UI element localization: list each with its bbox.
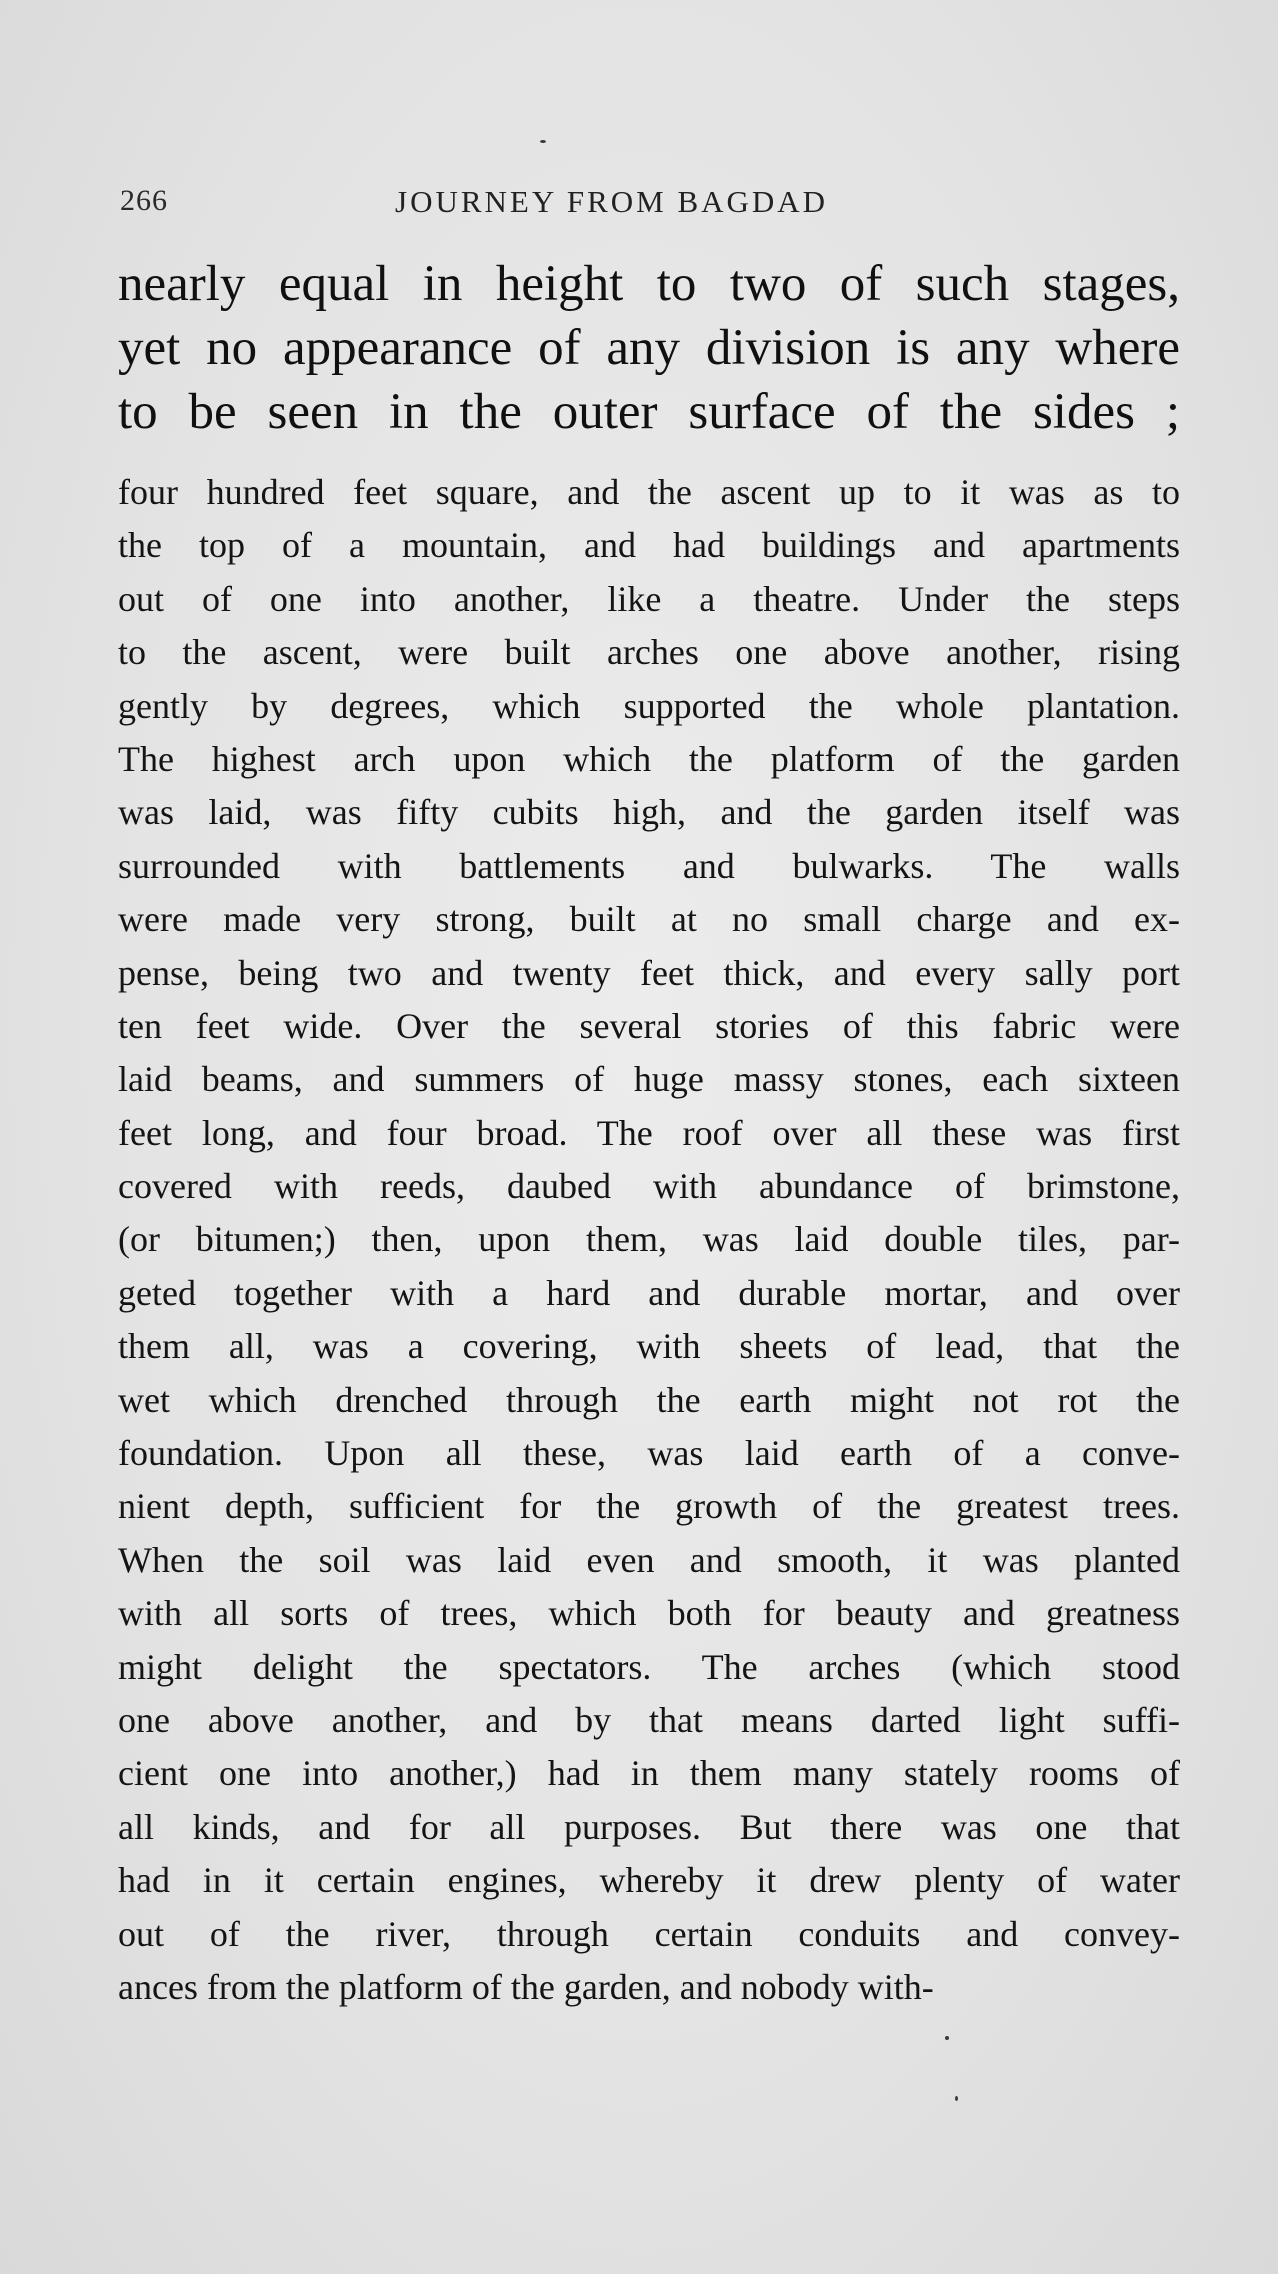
page-number: 266 <box>120 184 168 217</box>
text-line: gently by degrees, which supported the whole plantation. <box>118 685 1180 726</box>
text-line: were made very strong, built at no small charge and ex- <box>118 899 1180 940</box>
text-line: to the ascent, were built arches one above another, rising <box>118 632 1180 673</box>
text-line: out of the river, through certain conduits and convey- <box>118 1913 1180 1954</box>
lead-line: yet no appearance of any division is any where <box>118 320 1180 376</box>
text-line: four hundred feet square, and the ascent up to it was as to <box>118 472 1180 512</box>
text-line: with all sorts of trees, which both for beauty and greatness <box>118 1593 1180 1634</box>
text-line: wet which drenched through the earth might not rot the <box>118 1379 1180 1420</box>
print-speck <box>955 2096 958 2101</box>
text-line: pense, being two and twenty feet thick, and every sally port <box>118 952 1180 993</box>
text-line: one above another, and by that means darted light suffi- <box>118 1699 1180 1740</box>
text-line: them all, was a covering, with sheets of lead, that the <box>118 1326 1180 1367</box>
text-line: the top of a mountain, and had buildings and apartments <box>118 525 1180 566</box>
text-line: nient depth, sufficient for the growth of the greatest trees. <box>118 1486 1180 1527</box>
text-line: ten feet wide. Over the several stories of this fabric were <box>118 1005 1180 1046</box>
text-line: (or bitumen;) then, upon them, was laid double tiles, par- <box>118 1219 1180 1260</box>
text-line: covered with reeds, daubed with abundance of brimstone, <box>118 1166 1180 1207</box>
lead-line: to be seen in the outer surface of the sides ; <box>118 384 1180 440</box>
text-line: might delight the spectators. The arches (which stood <box>118 1646 1180 1687</box>
text-line: When the soil was laid even and smooth, it was planted <box>118 1539 1180 1580</box>
body-paragraph <box>118 466 1180 2014</box>
print-speck <box>540 140 546 143</box>
text-line: out of one into another, like a theatre. Under the steps <box>118 578 1180 619</box>
text-line: The highest arch upon which the platform of the garden <box>118 738 1180 779</box>
text-line: laid beams, and summers of huge massy stones, each sixteen <box>118 1059 1180 1100</box>
lead-line: nearly equal in height to two of such stages, <box>118 256 1180 312</box>
text-line: all kinds, and for all purposes. But there was one that <box>118 1806 1180 1847</box>
print-speck <box>945 2036 949 2040</box>
text-line: geted together with a hard and durable mortar, and over <box>118 1272 1180 1313</box>
running-title: JOURNEY FROM BAGDAD <box>395 184 829 219</box>
text-line: surrounded with battlements and bulwarks. The walls <box>118 845 1180 886</box>
text-line: had in it certain engines, whereby it drew plenty of water <box>118 1860 1180 1901</box>
text-line: cient one into another,) had in them many stately rooms of <box>118 1753 1180 1794</box>
running-head <box>120 184 1180 224</box>
text-line: ances from the platform of the garden, and nobody with- <box>118 1966 934 2007</box>
text-line: feet long, and four broad. The roof over all these was first <box>118 1112 1180 1153</box>
text-line: foundation. Upon all these, was laid earth of a conve- <box>118 1433 1180 1474</box>
text-line: was laid, was fifty cubits high, and the garden itself was <box>118 792 1180 833</box>
lead-paragraph <box>118 252 1180 444</box>
